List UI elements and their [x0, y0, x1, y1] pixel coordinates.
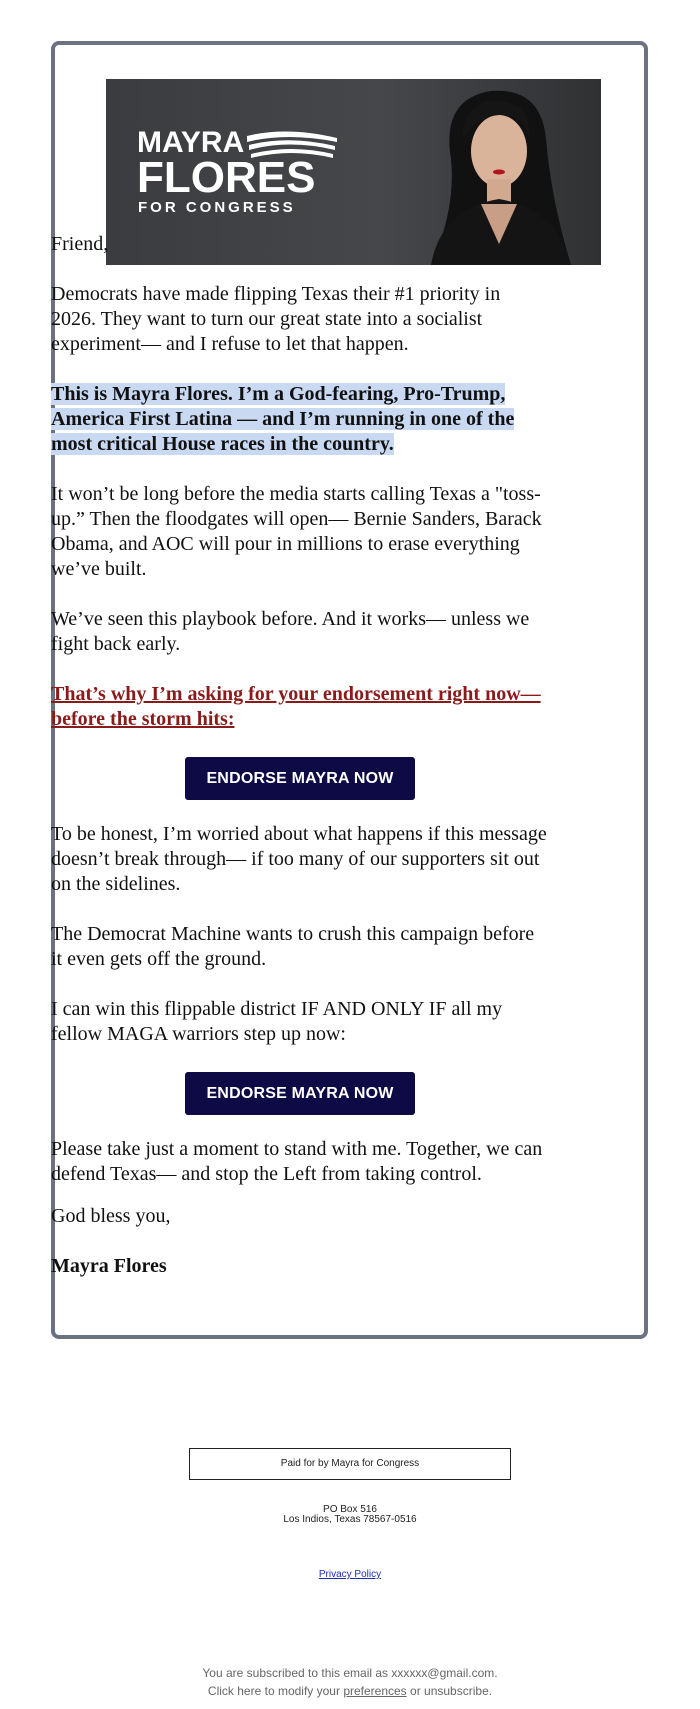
- svg-text:MAYRA: MAYRA: [137, 126, 245, 159]
- paragraph-1: Democrats have made flipping Texas their #1 priority in 2026. They want to turn our great state into a socialist experiment— and I refuse to let that happen.: [51, 283, 501, 355]
- paragraph-8: Please take just a moment to stand with me. Together, we can defend Texas— and stop the Left from taking control.: [51, 1138, 543, 1185]
- highlighted-intro: [51, 382, 549, 457]
- endorse-button-1[interactable]: ENDORSE MAYRA NOW: [185, 757, 415, 800]
- highlighted-text: This is Mayra Flores. I’m a God-fearing, Pro-Trump, America First Latina — and I’m running in one of the most critical House races in the country.: [51, 383, 515, 455]
- paid-for-disclaimer: Paid for by Mayra for Congress: [189, 1448, 511, 1480]
- paragraph-7: I can win this flippable district IF AND ONLY IF all my fellow MAGA warriors step up now:: [51, 998, 503, 1045]
- button-row-2: [51, 1072, 549, 1115]
- address-line-2: Los Indios, Texas 78567-0516: [283, 1514, 417, 1525]
- subscription-info: [0, 1664, 700, 1700]
- paragraph-4: We’ve seen this playbook before. And it works— unless we fight back early.: [51, 608, 530, 655]
- mailing-address: [0, 1505, 700, 1525]
- modify-row: [0, 1682, 700, 1700]
- signoff: God bless you,: [51, 1205, 171, 1227]
- subscribed-text: You are subscribed to this email as xxxxxx@gmail.com.: [202, 1666, 498, 1680]
- campaign-logo: [137, 124, 367, 224]
- paragraph-6: The Democrat Machine wants to crush this campaign before it even gets off the ground.: [51, 923, 535, 970]
- address-line-1: PO Box 516: [323, 1504, 377, 1515]
- greeting: Friend,: [51, 233, 109, 255]
- svg-text:FLORES: FLORES: [137, 153, 316, 202]
- endorse-button-2[interactable]: ENDORSE MAYRA NOW: [185, 1072, 415, 1115]
- preferences-link[interactable]: preferences: [343, 1684, 407, 1698]
- privacy-row: [0, 1569, 700, 1580]
- cta-paragraph: [51, 682, 549, 732]
- modify-suffix[interactable]: or unsubscribe.: [410, 1684, 493, 1698]
- email-body: [51, 232, 549, 1304]
- paragraph-5: To be honest, I’m worried about what happens if this message doesn’t break through— if too many of our supporters sit out on the sidelines.: [51, 823, 547, 895]
- modify-prefix: Click here to modify your: [207, 1684, 340, 1698]
- svg-text:FOR CONGRESS: FOR CONGRESS: [138, 199, 296, 216]
- endorsement-link[interactable]: That’s why I’m asking for your endorsement right now— before the storm hits:: [51, 683, 541, 730]
- paragraph-3: It won’t be long before the media starts calling Texas a "toss-up.” Then the floodgates will open— Bernie Sanders, Barack Obama, and AOC will pour in millions to erase everything we’ve built.: [51, 483, 542, 580]
- signature: Mayra Flores: [51, 1255, 167, 1277]
- button-row-1: [51, 757, 549, 800]
- privacy-policy-link[interactable]: Privacy Policy: [318, 1569, 382, 1580]
